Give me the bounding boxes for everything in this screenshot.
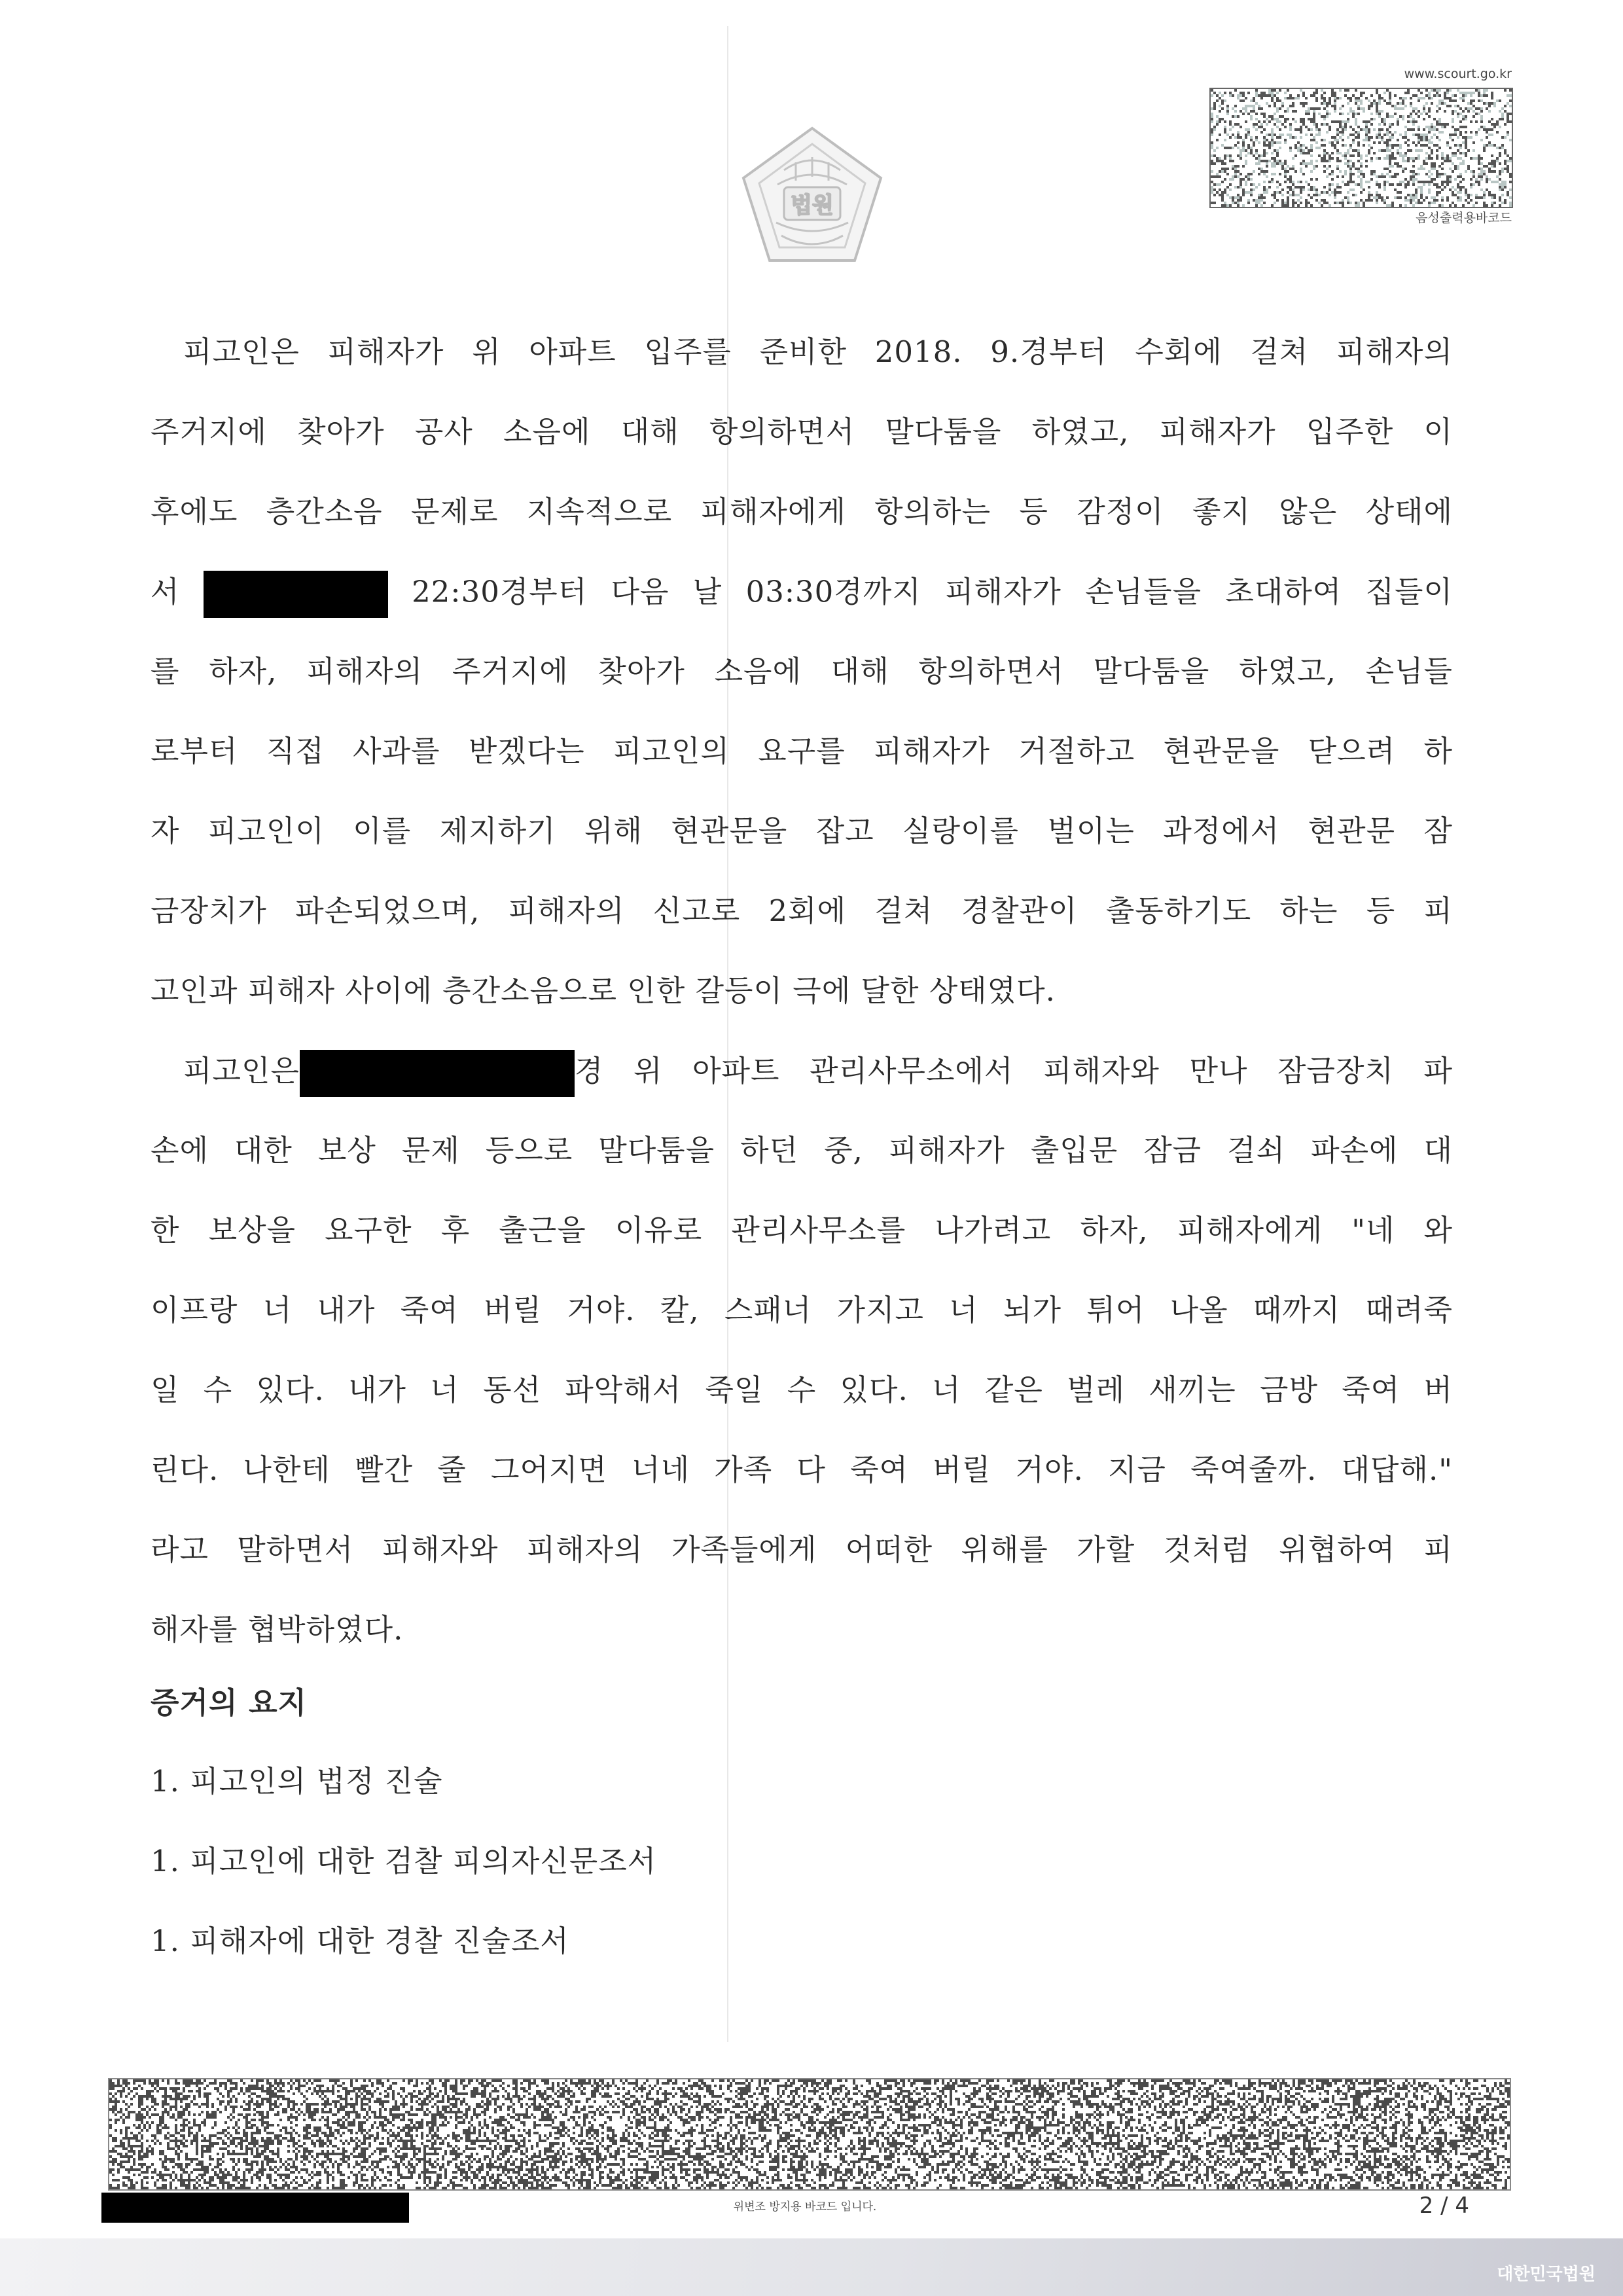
- paragraph-2-line-3: 한 보상을 요구한 후 출근을 이유로 관리사무소를 나가려고 하자, 피해자에게 "네 와: [151, 1213, 1453, 1247]
- paragraph-1-line-8: 금장치가 파손되었으며, 피해자의 신고로 2회에 걸쳐 경찰관이 출동하기도 하는 등 피: [151, 893, 1453, 928]
- paragraph-1-line-5: 를 하자, 피해자의 주거지에 찾아가 소음에 대해 항의하면서 말다툼을 하였고, 손님들: [151, 654, 1453, 689]
- voice-output-barcode: [1209, 88, 1513, 208]
- redacted-date-time: [300, 1050, 575, 1097]
- evidence-item: 1. 피고인에 대한 검찰 피의자신문조서: [151, 1844, 657, 1878]
- redacted-date: [204, 571, 388, 618]
- anti-forgery-barcode-pattern: [109, 2079, 1510, 2189]
- evidence-item: 1. 피고인의 법정 진술: [151, 1764, 443, 1799]
- paragraph-1-line-7: 자 피고인이 이를 제지하기 위해 현관문을 잡고 실랑이를 벌이는 과정에서 현관문 잠: [151, 814, 1453, 848]
- voice-barcode-label: 음성출력용바코드: [1416, 211, 1512, 225]
- paragraph-1-line-6: 로부터 직접 사과를 받겠다는 피고인의 요구를 피해자가 거절하고 현관문을 닫으려 하: [151, 734, 1453, 768]
- line-text-before-redaction: 피고인은: [183, 1053, 300, 1088]
- paragraph-2-line-7: 라고 말하면서 피해자와 피해자의 가족들에게 어떠한 위해를 가할 것처럼 위협하여 피: [151, 1532, 1453, 1567]
- court-seal-watermark: [738, 124, 886, 268]
- paragraph-2-line-6: 린다. 나한테 빨간 줄 그어지면 너네 가족 다 죽여 버릴 거야. 지금 죽여줄까. 대답해.": [151, 1452, 1453, 1487]
- page-number: 2 / 4: [1419, 2193, 1469, 2219]
- paragraph-1-line-3: 후에도 층간소음 문제로 지속적으로 피해자에게 항의하는 등 감정이 좋지 않은 상태에: [151, 494, 1453, 529]
- paragraph-2-line-4: 이프랑 너 내가 죽여 버릴 거야. 칼, 스패너 가지고 너 뇌가 튀어 나올 때까지 때려죽: [151, 1293, 1453, 1327]
- anti-forgery-barcode: [108, 2078, 1511, 2191]
- line-text-before-redaction: 서: [151, 574, 180, 609]
- paragraph-1-line-4: [151, 571, 1453, 618]
- paragraph-2-line-2: 손에 대한 보상 문제 등으로 말다툼을 하던 중, 피해자가 출입문 잠금 걸쇠 파손에 대: [151, 1133, 1453, 1168]
- redacted-footer-info: [101, 2193, 409, 2223]
- paragraph-2-line-1: [183, 1050, 1453, 1097]
- voice-barcode-pattern: [1211, 89, 1512, 207]
- court-footer-band: [0, 2238, 1623, 2296]
- line-text-after-redaction: 경 위 아파트 관리사무소에서 피해자와 만나 잠금장치 파: [574, 1053, 1453, 1088]
- paragraph-1-line-2: 주거지에 찾아가 공사 소음에 대해 항의하면서 말다툼을 하였고, 피해자가 입주한 이: [151, 414, 1453, 449]
- anti-forgery-barcode-caption: 위변조 방지용 바코드 입니다.: [733, 2200, 877, 2214]
- paragraph-1-line-1: 피고인은 피해자가 위 아파트 입주를 준비한 2018. 9.경부터 수회에 걸쳐 피해자의: [183, 334, 1453, 369]
- paragraph-2-line-8: 해자를 협박하였다.: [151, 1612, 404, 1647]
- court-brand-text: 대한민국법원: [1497, 2265, 1596, 2284]
- line-text-after-redaction: 22:30경부터 다음 날 03:30경까지 피해자가 손님들을 초대하여 집들이: [412, 574, 1454, 609]
- court-seal-text: 법원: [791, 192, 834, 219]
- court-website-url: www.scourt.go.kr: [1404, 67, 1512, 81]
- evidence-heading: 증거의 요지: [151, 1685, 308, 1720]
- paragraph-2-line-5: 일 수 있다. 내가 너 동선 파악해서 죽일 수 있다. 너 같은 벌레 새끼는 금방 죽여 버: [151, 1372, 1453, 1407]
- fold-line: [727, 26, 728, 2042]
- evidence-item: 1. 피해자에 대한 경찰 진술조서: [151, 1924, 569, 1958]
- paragraph-1-line-9: 고인과 피해자 사이에 층간소음으로 인한 갈등이 극에 달한 상태였다.: [151, 973, 1056, 1008]
